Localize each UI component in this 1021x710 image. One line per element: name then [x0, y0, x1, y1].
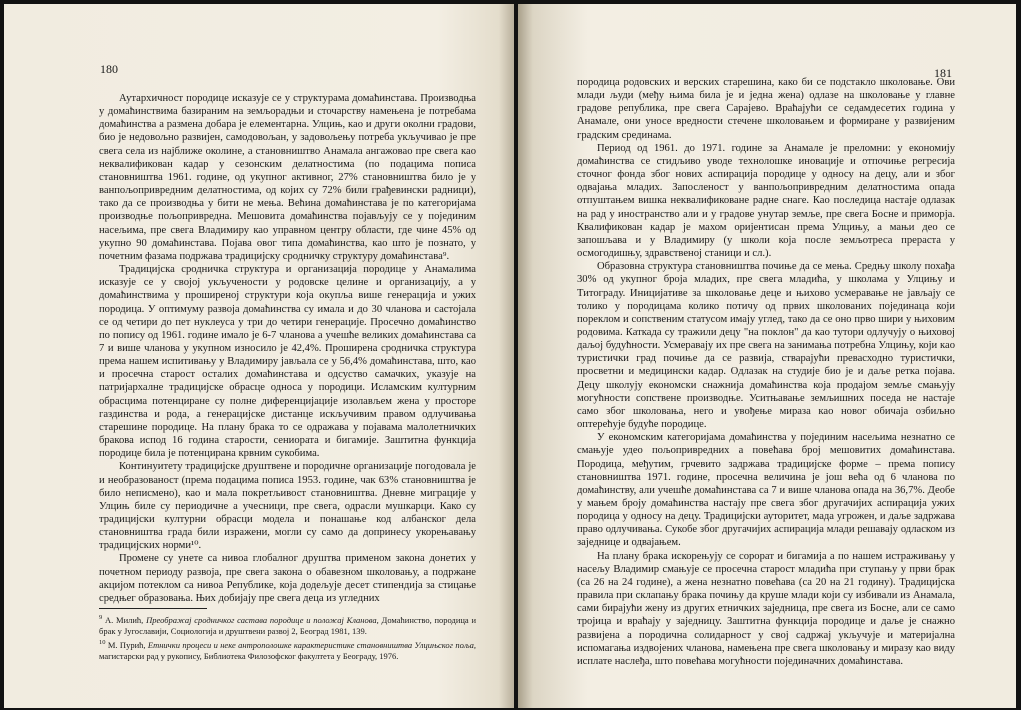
footnote-rule: [99, 608, 207, 609]
footnote-author: А. Милић,: [105, 614, 144, 625]
left-page-body: [99, 92, 476, 662]
page-number-left: 180: [100, 62, 118, 76]
paragraph: Аутархичност породице исказује се у структурама домаћинстава. Производња у домаћинствима базираним на земљорадњи и сточарству намењена је потребама домаћинства а размена добара је елементарна. Улцињ, као и други околни градови, био је недовољно развијен, самодовољан, у задовољењу потреба укључивао је пре свега села из најближе околине, а становништво Анамала ангажовао пре свега као неквалификован кадар у сезонским делатностима (по подацима пописа становништва 1961. године, од укупног активног, 27% становништва било је у ванпољопривредним делатностима, од којих су 72% били грађевински радници), тако да се производња у бити не мења. Већина домаћинстава је по категоријама производње пољопривредна. Мешовита домаћинства појављују се у појединим насељима, пре свега Владимиру као управном центру области, где чине 45% од укупно 90 домаћинстава. Појава овог типа домаћинства, као што је познато, у почетним фазама подржава традицијску сродничку структуру домаћинстава⁹.: [99, 93, 476, 262]
footnote-title: Преображај сродничког састава породице и положај Кланова,: [146, 614, 379, 625]
paragraph: У економским категоријама домаћинства у појединим насељима незнатно се смањује удео пољопривредних а повећава број мешовитих домаћинстава. Породица, међутим, грчевито задржава традицијске форме – према попису становништва 1971. године, просечна величина је још већа од 6 чланова по домаћинству, али учешће домаћинстава са 7 и више чланова опада на 36,7%. Деобе у мањем броју домаћинства настају пре свега због другачијих аспирација ужих породица у односу на децу. Традицијски ауторитет, мада угрожен, и даље задржава право одлучивања. Сукобе због другачијих аспирација млади решавају одласком из заједнице и одвајањем.: [577, 432, 955, 549]
footnote-author: М. Пурић,: [107, 639, 146, 650]
paragraph: Промене су унете са нивоа глобалног друштва применом закона донетих у почетном периоду развоја, пре свега закона о обавезном школовању, а подржане акцијом потеклом са нивоа Републике, која додељује десет стипендија за стицање средњег образовања. Њих добијају пре свега деца из угледних: [99, 553, 476, 604]
paragraph: породица родовских и верских старешина, како би се подстакло школовање. Ови млади људи (међу њима била је и једна жена) одлазе на школовање у главне градове република, пре свега Сарајево. Враћајући се седамдесетих година у Анамале, они уносе вредности стечене школовањем и формиране у развијеним градским срединама.: [577, 77, 955, 141]
right-page: [518, 4, 1016, 708]
paragraph: На плану брака искорењују се сорорат и бигамија а по нашем истраживању у насељу Владимир смањује се просечна старост младића при ступању у први брак (са 26 на 24 године), а жена незнатно повећава (са 20 на 21 годину). Традицијска правила при склапању брака почињу да круше млади који су избивали из Анамала, сами бирајући жену из других етничких заједница, пре свега из Босне, али се само тројица и враћају у заједницу. Заштитна функција породице и даље је снажно развијена а породична солидарност у свој садржај укључује и материјална испомагања издвојених чланова, намењена пре свега школовању и миразу као виду исплате наслеђа, што повећава могућности појединачних домаћинстава.: [577, 550, 955, 667]
page-number-right: 181: [934, 66, 952, 80]
footnote-9: [99, 612, 476, 637]
footnote-number: 10: [99, 638, 106, 646]
paragraph: Традицијска сродничка структура и организација породице у Анамалима исказује се у својој укључености у родовске целине и организацију, а у домаћинствима у проширеној структури која окупља више генерација и ужих породица. У оптимуму развоја домаћинства су имала и до 30 чланова и састојала се од четири до пет нуклеуса у три до четири генерације. Просечно домаћинство по попису од 1961. године имало је 6-7 чланова а учешће великих домаћинстава са 7 и више чланова у укупном износило је 42,4%. Проширена сродничка структура према нашем испитивању у Владимиру јављала се у 56,4% домаћинстава, што, као и просечна старост осталих домаћинстава и одсуство самачких, указује на патријархалне традицијске обрасце односа у породици. Исламским културним обрасцима потенциране су полне диференцијације изолављем жена у просторе газдинства и рода, а генерацијске дистанце искључивим правом одлучивања старешине породице. На плану брака то се одражава у појавама малолетничких бракова испод 16 година старости, сениората и бигамије. Заштитна функција породице била је потенцирана крвним сукобима.: [99, 264, 476, 460]
footnote-number: 9: [99, 614, 103, 622]
footnote-rest: Домаћинство, породица и брак у Југославији, Социологија и друштвени развој 2, Београд 1981, 139.: [99, 614, 477, 636]
paragraph: Период од 1961. до 1971. године за Анамале је преломни: у економију домаћинства се стидљиво уводе технолошке иновације и отпочиње регресија сточног фонда због нових аспирација породице у односу на децу, али и због одвајања младих. Запосленост у ванпољопривредним делатностима опада отпуштањем вишка неквалификоване радне снаге. Као последица настаје одлазак на рад у иностранство али и у градове унутар земље, пре свега Босне и приморја. Квалификован кадар је махом оријентисан према Улцињу, а мањи део се запошљава и у Владимиру (у школи која после земљотреса прераста у осмогодишњу, здравственој станици и сл.).: [577, 142, 955, 260]
paragraph: Образовна структура становништва почиње да се мења. Средњу школу похађа 30% од укупног броја младих, пре свега младића, у школама у Улцињу и Титограду. Иницијативе за школовање деце и њихово усмеравање не јављају се толико у породицама колико потичу од првих школованих појединаца који пореклом и сопственим статусом имају углед, тако да се оно прво шири у њиховим родовима. Каткада су тражили децу "на поклон" да као тутори одлучују о њиховој даљој будућности. Усмеравају их пре свега на занимања потребна Улцињу, који као туристички град почиње да се развија, стварајући превасходно туристички, просветни и медицински кадар. Одлазак на студије био је и даље ретка појава. Децу школују економски снажнија домаћинства која продајом земље смањују могућности сопствене производње. Уситњавање земљишних поседа не настаје само због школовања, него и увођење мираза као новог обичаја озбиљно оптерећује будуће породице.: [577, 261, 955, 431]
right-page-body: [577, 76, 955, 668]
footnote-rest: магистарски рад у рукопису, Библиотека Филозофског факултета у Београду, 1976.: [99, 650, 399, 661]
footnote-10: [99, 637, 476, 662]
left-page: [4, 4, 514, 708]
paragraph: Континуитету традицијске друштвене и породичне организације погодовала је и необразованост (према подацима пописа 1953. године, чак 63% становништва је било неписмено), као и мала покретљивост становништва. Дневне миграције у Улцињ биле су периодичне а учесници, пре свега, одрасли мушкарци. Како су традицијски културни обрасци модела и понашање код албанског дела становништва града били изражени, могли су само да допринесу укорењавању традицијских норми¹⁰.: [99, 461, 476, 552]
footnote-title: Етнички процеси и неке антрополошке карактеристике становништва Улцињског поља,: [147, 639, 477, 650]
